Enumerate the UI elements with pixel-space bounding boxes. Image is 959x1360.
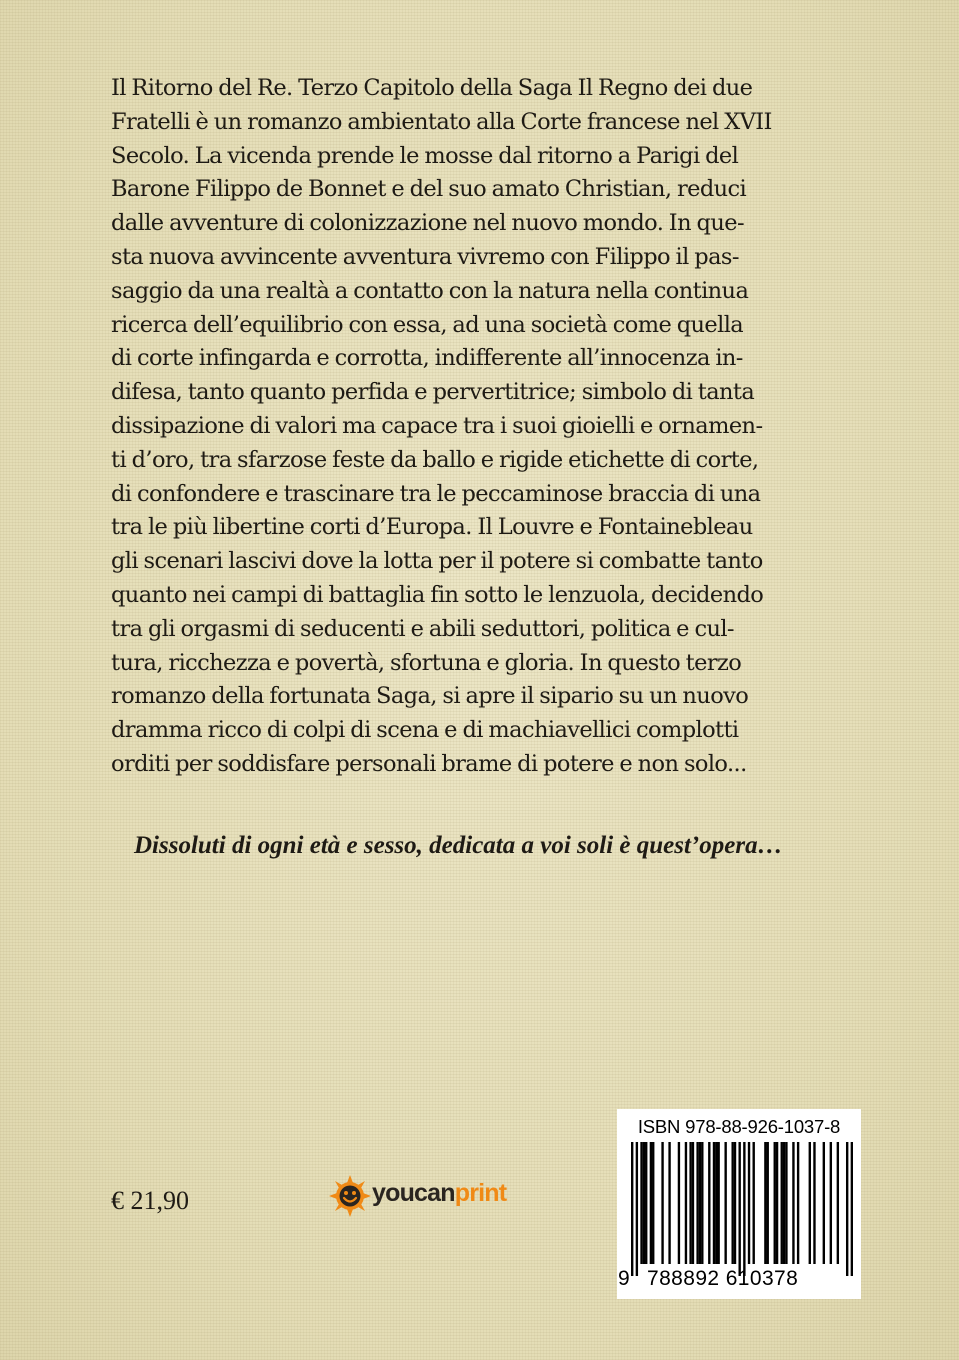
barcode-bar <box>640 1142 642 1264</box>
blurb-line: saggio da una realtà a contatto con la natura nella continua <box>111 277 749 304</box>
barcode-bar <box>678 1142 680 1264</box>
publisher-name-part1: youcan <box>372 1179 455 1207</box>
barcode-bar <box>748 1142 750 1264</box>
barcode-bar <box>797 1142 799 1264</box>
barcode-bar <box>636 1142 638 1276</box>
barcode-bars <box>631 1142 853 1276</box>
barcode-bar <box>661 1142 663 1264</box>
barcode-bar <box>785 1142 787 1264</box>
barcode-bar <box>645 1142 647 1264</box>
isbn-label: ISBN 978-88-926-1037-8 <box>637 1116 841 1137</box>
isbn-barcode <box>617 1109 861 1299</box>
blurb-line: tra le più libertine corti d’Europa. Il Louvre e Fontainebleau <box>111 514 753 541</box>
barcode-bar <box>792 1142 794 1264</box>
barcode-bar <box>715 1142 717 1264</box>
barcode-bar <box>685 1142 687 1264</box>
ean-first-digit: 9 <box>618 1267 630 1290</box>
barcode-bar <box>717 1142 719 1264</box>
barcode-bar <box>851 1142 853 1276</box>
blurb-line: tura, ricchezza e povertà, sfortuna e gloria. In questo terzo <box>111 649 742 676</box>
blurb-line: ricerca dell’equilibrio con essa, ad una società come quella <box>111 311 744 338</box>
sun-face-icon <box>328 1174 372 1218</box>
barcode-bar <box>809 1142 811 1264</box>
blurb-line: Barone Filippo de Bonnet e del suo amato Christian, reduci <box>111 176 747 203</box>
barcode-bar <box>753 1142 755 1264</box>
blurb-line: ti d’oro, tra sfarzose feste da ballo e rigide etichette di corte, <box>111 446 759 473</box>
blurb-line: di confondere e trascinare tra le peccaminose braccia di una <box>111 480 761 507</box>
barcode-bar <box>743 1142 745 1276</box>
barcode-bar <box>650 1142 652 1264</box>
barcode-bar <box>837 1142 839 1264</box>
barcode-bar <box>692 1142 694 1264</box>
blurb-line: difesa, tanto quanto perfida e pervertitrice; simbolo di tanta <box>111 379 755 406</box>
barcode-bar <box>652 1142 654 1264</box>
blurb-line: Il Ritorno del Re. Terzo Capitolo della Saga Il Regno dei due <box>111 75 753 101</box>
barcode-bar <box>813 1142 815 1264</box>
barcode-bar <box>764 1142 766 1264</box>
barcode-bar <box>643 1142 645 1264</box>
blurb-line: Fratelli è un romanzo ambientato alla Corte francese nel XVII <box>111 108 772 135</box>
barcode-bar <box>767 1142 769 1264</box>
blurb-line: quanto nei campi di battaglia fin sotto le lenzuola, decidendo <box>111 581 764 608</box>
blurb-line: sta nuova avvincente avventura vivremo con Filippo il pas- <box>111 243 739 270</box>
barcode-bar <box>701 1142 703 1264</box>
blurb-line: di corte infingarda e corrotta, indifferente all’innocenza in- <box>111 345 743 372</box>
price-label: € 21,90 <box>111 1186 189 1215</box>
barcode-bar <box>846 1142 848 1276</box>
barcode-bar <box>783 1142 785 1264</box>
ean-digits: 788892 610378 <box>647 1267 799 1290</box>
blurb-line: tra gli orgasmi di seducenti e abili seduttori, politica e cul- <box>111 615 734 642</box>
barcode-bar <box>668 1142 670 1264</box>
publisher-name-part2: print <box>454 1179 507 1207</box>
barcode-bar <box>689 1142 691 1264</box>
publisher-logo <box>328 1174 508 1218</box>
barcode-bar <box>823 1142 825 1264</box>
barcode-bar <box>781 1142 783 1264</box>
blurb-line: Secolo. La vicenda prende le mosse dal ritorno a Parigi del <box>111 142 739 169</box>
blurb-line: gli scenari lascivi dove la lotta per il potere si combatte tanto <box>111 548 763 575</box>
barcode-bar <box>776 1142 778 1264</box>
barcode-bar <box>738 1142 740 1276</box>
blurb-line: dalle avventure di colonizzazione nel nuovo mondo. In que- <box>111 210 744 237</box>
dedication: Dissoluti di ogni età e sesso, dedicata a voi soli è quest’opera… <box>134 832 783 859</box>
barcode-bar <box>734 1142 736 1264</box>
barcode-bar <box>713 1142 715 1264</box>
barcode-bar <box>774 1142 776 1264</box>
barcode-bar <box>830 1142 832 1264</box>
barcode-bar <box>696 1142 698 1264</box>
blurb-line: orditi per soddisfare personali brame di potere e non solo... <box>111 750 747 777</box>
blurb-line: dramma ricco di colpi di scena e di machiavellici complotti <box>111 717 739 744</box>
barcode-bar <box>699 1142 701 1264</box>
barcode-bar <box>631 1142 633 1276</box>
barcode-bar <box>708 1142 710 1264</box>
publisher-name <box>372 1178 506 1208</box>
barcode-bar <box>724 1142 726 1264</box>
blurb-line: dissipazione di valori ma capace tra i suoi gioielli e ornamen- <box>111 412 763 439</box>
barcode-bar <box>731 1142 733 1264</box>
back-cover-blurb <box>111 72 846 782</box>
blurb-line: romanzo della fortunata Saga, si apre il sipario su un nuovo <box>111 683 749 710</box>
